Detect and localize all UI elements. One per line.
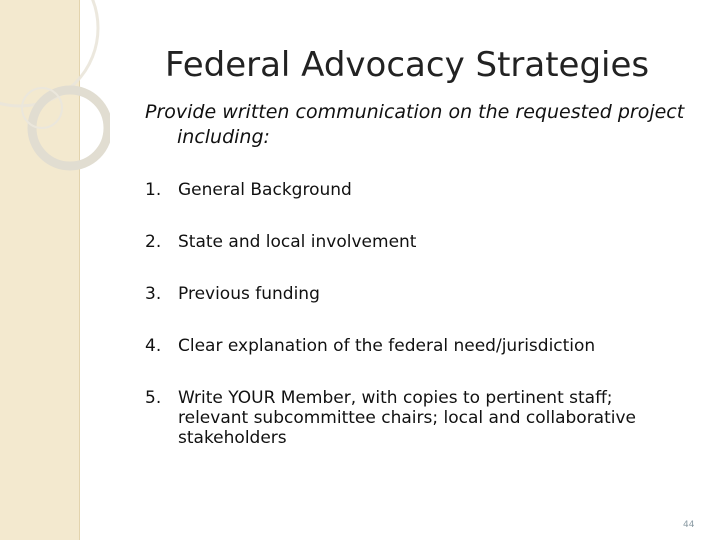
item-number: 2. [145, 232, 162, 252]
item-text: Write YOUR Member, with copies to pertinent staff; relevant subcommittee chairs; local and collaborative stakeholders [178, 388, 637, 448]
list-item [145, 284, 665, 304]
intro-text: Provide written communication on the requested project including: [145, 101, 685, 148]
item-text: Previous funding [178, 284, 320, 304]
item-text: State and local involvement [178, 232, 417, 252]
decorative-rings [0, 0, 110, 540]
list-item [145, 388, 665, 448]
slide-title: Federal Advocacy Strategies [165, 45, 650, 85]
list-item [145, 180, 665, 200]
item-text: Clear explanation of the federal need/jurisdiction [178, 336, 596, 356]
item-number: 4. [145, 336, 162, 356]
item-text: General Background [178, 180, 352, 200]
item-number: 3. [145, 284, 162, 304]
item-number: 1. [145, 180, 162, 200]
list-item [145, 232, 665, 252]
page-number: 44 [683, 520, 695, 530]
list-item [145, 336, 665, 356]
item-number: 5. [145, 388, 162, 408]
